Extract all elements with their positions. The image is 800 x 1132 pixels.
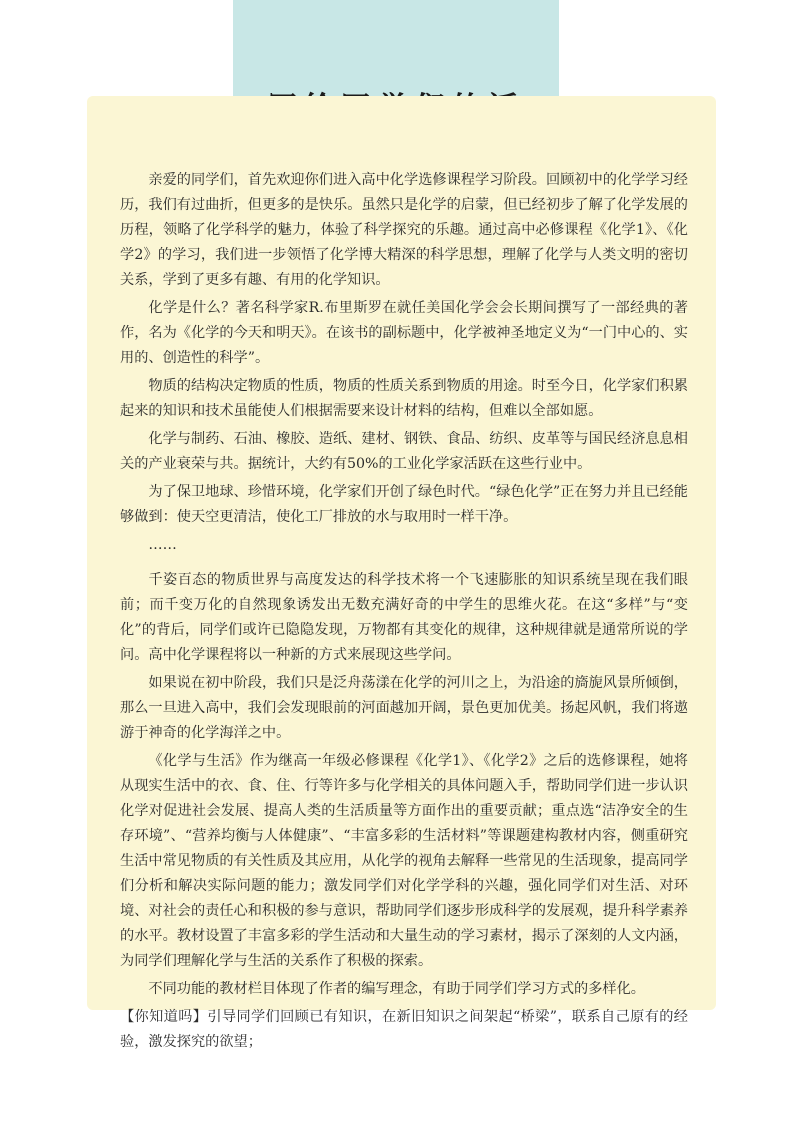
paragraph-knowledge-system: 千姿百态的物质世界与高度发达的科学技术将一个飞速膨胀的知识系统呈现在我们眼前；而千变万化的自然现象诱发出无数充满好奇的中学生的思维火花。在这“多样”与“变化”的背后，同学们或许已隐隐发现，万物都有其变化的规律，这种规律就是通常所说的学问。高中化学课程将以一种新的方式来展现这些学问。 xyxy=(120,572,688,663)
paragraph-industry: 化学与制药、石油、橡胶、造纸、建材、钢铁、食品、纺织、皮革等与国民经济息息相关的产业衰荣与共。据统计，大约有50%的工业化学家活跃在这些行业中。 xyxy=(120,431,688,472)
paragraph-what-is-chemistry: 化学是什么？著名科学家R.布里斯罗在就任美国化学会会长期间撰写了一部经典的著作，名为《化学的今天和明天》。在该书的副标题中，化学被神圣地定义为“一门中心的、实用的、创造性的科学”。 xyxy=(120,300,688,366)
paragraph-columns: 不同功能的教材栏目体现了作者的编写理念，有助于同学们学习方式的多样化。 xyxy=(148,981,645,997)
ellipsis: …… xyxy=(148,537,177,553)
letter-body xyxy=(120,168,688,1058)
paragraph-structure-property: 物质的结构决定物质的性质，物质的性质关系到物质的用途。时至今日，化学家们积累起来的知识和技术虽能使人们根据需要来设计材料的结构，但难以全部如愿。 xyxy=(120,378,688,419)
paragraph-green-chemistry: 为了保卫地球、珍惜环境，化学家们开创了绿色时代。“绿色化学”正在努力并且已经能够做到：使天空更清洁，使化工厂排放的水与取用时一样干净。 xyxy=(120,484,688,525)
paragraph-did-you-know: 【你知道吗】引导同学们回顾已有知识，在新旧知识之间架起“桥梁”，联系自己原有的经验，激发探究的欲望； xyxy=(120,1009,688,1050)
paragraph-junior-senior: 如果说在初中阶段，我们只是泛舟荡漾在化学的河川之上，为沿途的旖旎风景所倾倒，那么一旦进入高中，我们会发现眼前的河面越加开阔，景色更加优美。扬起风帆，我们将遨游于神奇的化学海洋之中。 xyxy=(120,675,688,741)
paragraph-welcome: 亲爱的同学们，首先欢迎你们进入高中化学选修课程学习阶段。回顾初中的化学学习经历，我们有过曲折，但更多的是快乐。虽然只是化学的启蒙，但已经初步了解了化学发展的历程，领略了化学科学的魅力，体验了科学探究的乐趣。通过高中必修课程《化学1》、《化学2》的学习，我们进一步领悟了化学博大精深的科学思想，理解了化学与人类文明的密切关系，学到了更多有趣、有用的化学知识。 xyxy=(120,172,688,288)
paragraph-course-intro: 《化学与生活》作为继高一年级必修课程《化学1》、《化学2》之后的选修课程，她将从现实生活中的衣、食、住、行等许多与化学相关的具体问题入手，帮助同学们进一步认识化学对促进社会发展、提高人类的生活质量等方面作出的重要贡献；重点选“洁净安全的生存环境”、“营养均衡与人体健康”、“丰富多彩的生活材料”等课题建构教材内容，侧重研究生活中常见物质的有关性质及其应用，从化学的视角去解释一些常见的生活现象，提高同学们分析和解决实际问题的能力；激发同学们对化学学科的兴趣，强化同学们对生活、对环境、对社会的责任心和积极的参与意识，帮助同学们逐步形成科学的发展观，提升科学素养的水平。教材设置了丰富多彩的学生活动和大量生动的学习素材，揭示了深刻的人文内涵，为同学们理解化学与生活的关系作了积极的探索。 xyxy=(120,753,688,969)
